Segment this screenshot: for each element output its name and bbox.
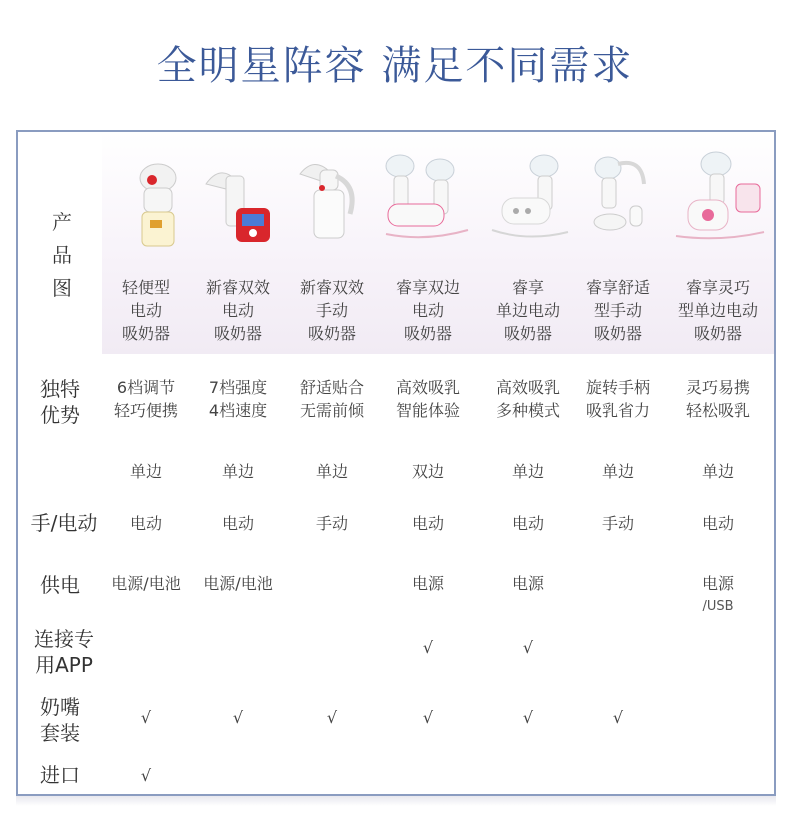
product-power-supply-line: 电源 [411, 574, 444, 593]
product-name-line: 吸奶器 [307, 324, 356, 343]
product-power-supply-line: 电源 [511, 574, 544, 593]
row-label-power-type: 手/电动 [30, 511, 98, 535]
row-label-advantage [30, 376, 90, 428]
product-advantage-line: 灵巧易携 [685, 378, 750, 397]
product-power-type-line: 电动 [411, 514, 444, 533]
product-image-ruixiang-single [488, 150, 574, 242]
product-power-type-line: 电动 [221, 514, 254, 533]
product-power-type-line: 手动 [601, 514, 634, 533]
product-name-line: 睿享灵巧 [685, 278, 750, 297]
product-power-supply-line: 电源/电池 [203, 574, 273, 593]
row-label-image [44, 206, 80, 305]
row-label-power-supply: 供电 [40, 573, 80, 597]
product-advantage [658, 376, 778, 422]
product-advantage-line: 多种模式 [495, 401, 560, 420]
product-name-line: 吸奶器 [121, 324, 170, 343]
product-power-type-line: 电动 [511, 514, 544, 533]
app-check-mark-line: √ [522, 638, 534, 657]
product-power-supply [468, 572, 588, 595]
product-name-line: 电动 [411, 301, 444, 320]
product-name-line: 睿享双边 [395, 278, 460, 297]
product-side-line: 单边 [221, 462, 254, 481]
product-name-line: 睿享 [511, 278, 544, 297]
product-advantage-line: 旋转手柄 [585, 378, 650, 397]
app-check-mark [468, 636, 588, 659]
product-name [658, 276, 778, 345]
nipple-set-check-mark-line: √ [140, 708, 152, 727]
row-label-app [24, 626, 104, 678]
product-name-line: 新睿双效 [205, 278, 270, 297]
table-reflection [16, 796, 776, 806]
product-power-type-line: 电动 [701, 514, 734, 533]
product-advantage-line: 7档强度 [208, 378, 268, 397]
product-image-compact-electric [128, 158, 188, 248]
import-check-mark-line: √ [140, 766, 152, 785]
product-image-ruixiang-smart-single [672, 148, 768, 244]
page-title: 全明星阵容 满足不同需求 [156, 43, 634, 89]
row-label-nipple-line: 套装 [40, 721, 80, 745]
row-label-image-char: 产 [52, 210, 72, 234]
product-power-supply [178, 572, 298, 595]
product-advantage-line: 吸乳省力 [585, 401, 650, 420]
product-power-supply-line: 电源/电池 [111, 574, 181, 593]
product-power-supply-line: 电源 [701, 574, 734, 593]
product-advantage-line: 高效吸乳 [395, 378, 460, 397]
product-side [658, 460, 778, 483]
product-advantage-line: 4档速度 [208, 401, 268, 420]
product-name-line: 吸奶器 [213, 324, 262, 343]
product-name-line: 型手动 [593, 301, 642, 320]
product-advantage-line: 高效吸乳 [495, 378, 560, 397]
row-label-image-char: 品 [52, 243, 72, 267]
product-name-line: 睿享舒适 [585, 278, 650, 297]
product-name-line: 吸奶器 [593, 324, 642, 343]
row-label-nipple [30, 694, 90, 746]
product-side-line: 单边 [511, 462, 544, 481]
row-label-app-line: 用APP [35, 653, 93, 677]
row-label-image-char: 图 [52, 276, 72, 300]
product-name-line: 吸奶器 [693, 324, 742, 343]
product-name-line: 新睿双效 [299, 278, 364, 297]
product-side-line: 单边 [129, 462, 162, 481]
product-advantage-line: 轻松吸乳 [685, 401, 750, 420]
product-name-line: 吸奶器 [503, 324, 552, 343]
product-name-line: 电动 [221, 301, 254, 320]
product-side-line: 单边 [701, 462, 734, 481]
product-name-line: 轻便型 [121, 278, 170, 297]
nipple-set-check-mark [558, 706, 678, 729]
product-image-ruixiang-double [378, 150, 474, 244]
row-label-advantage-line: 优势 [40, 403, 80, 427]
product-advantage-line: 舒适贴合 [299, 378, 364, 397]
product-power-type-line: 手动 [315, 514, 348, 533]
row-label-app-line: 连接专 [34, 627, 94, 651]
row-label-advantage-line: 独特 [40, 377, 80, 401]
product-image-xinrui-electric [200, 160, 274, 246]
nipple-set-check-mark-line: √ [522, 708, 534, 727]
import-check-mark [86, 764, 206, 787]
nipple-set-check-mark-line: √ [422, 708, 434, 727]
product-advantage-line: 无需前倾 [299, 401, 364, 420]
nipple-set-check-mark-line: √ [232, 708, 244, 727]
product-power-type-line: 电动 [129, 514, 162, 533]
product-power-supply-line: /USB [702, 599, 734, 614]
nipple-set-check-mark-line: √ [612, 708, 624, 727]
product-name-line: 电动 [129, 301, 162, 320]
product-power-supply [658, 572, 778, 618]
product-side-line: 单边 [601, 462, 634, 481]
app-check-mark-line: √ [422, 638, 434, 657]
product-image-xinrui-manual [296, 156, 362, 246]
row-label-nipple-line: 奶嘴 [40, 695, 80, 719]
product-name-line: 吸奶器 [403, 324, 452, 343]
product-name-line: 手动 [315, 301, 348, 320]
product-advantage-line: 智能体验 [395, 401, 460, 420]
nipple-set-check-mark-line: √ [326, 708, 338, 727]
product-side-line: 单边 [315, 462, 348, 481]
row-label-import: 进口 [40, 763, 80, 787]
product-power-type [658, 512, 778, 535]
product-advantage-line: 轻巧便携 [113, 401, 178, 420]
product-name-line: 单边电动 [495, 301, 560, 320]
product-name-line: 型单边电动 [677, 301, 758, 320]
product-image-ruixiang-comfort-manual [588, 150, 654, 242]
product-advantage-line: 6档调节 [116, 378, 176, 397]
product-side-line: 双边 [411, 462, 444, 481]
